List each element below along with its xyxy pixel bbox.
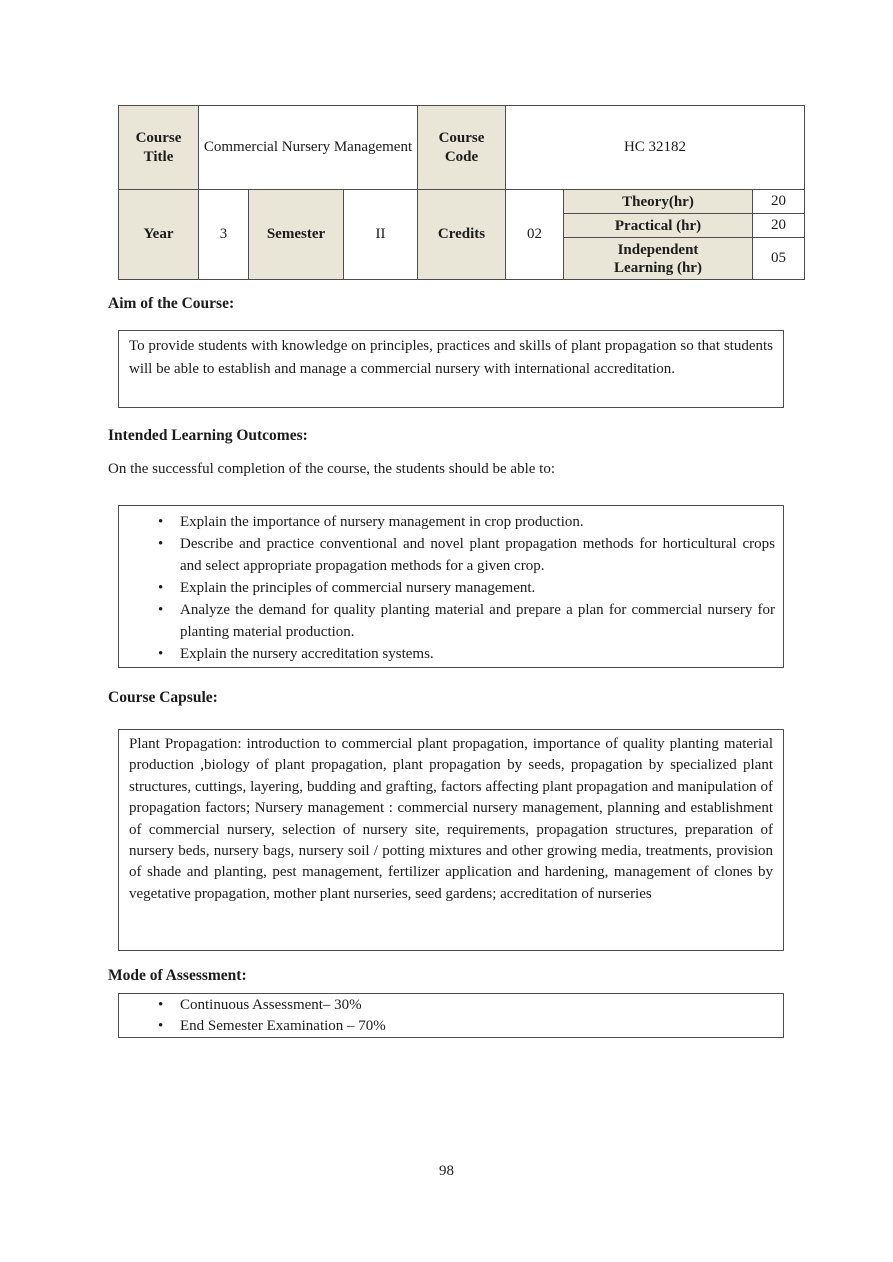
- course-capsule-heading: Course Capsule:: [108, 689, 218, 706]
- practical-hours-label-cell: Practical (hr): [564, 214, 753, 238]
- semester-value-cell: II: [344, 190, 418, 280]
- semester-label-cell: Semester: [249, 190, 344, 280]
- year-label-cell: Year: [119, 190, 199, 280]
- table-row-course-header: [119, 106, 805, 190]
- ilo-list-item: • Explain the importance of nursery management in crop production.: [119, 511, 775, 533]
- ilo-list-box: [118, 505, 784, 668]
- course-info-table: [118, 105, 805, 280]
- assessment-bullet-list: [119, 995, 775, 1037]
- assessment-list-item: • End Semester Examination – 70%: [119, 1016, 775, 1037]
- theory-hours-label-cell: Theory(hr): [564, 190, 753, 214]
- mode-of-assessment-box: [118, 993, 784, 1038]
- ilo-list-item: • Describe and practice conventional and novel plant propagation methods for horticultural crops and select appropriate propagation methods for a given crop.: [119, 533, 775, 577]
- course-capsule-box: [118, 729, 784, 951]
- ilo-section-heading: Intended Learning Outcomes:: [108, 427, 308, 444]
- course-capsule-text: Plant Propagation: introduction to commercial plant propagation, importance of quality planting material production ,biology of plant propagation, plant propagation by seeds, propagation by specialized plant structures, cuttings, layering, budding and grafting, factors affecting plant propagation and manipulation of propagation factors; Nursery management : commercial nursery management, planning and establishment of commercial nursery, selection of nursery site, requirements, propagation structures, preparation of nursery beds, nursery bags, nursery soil / potting mixtures and other growing media, treatments, provision of shade and planting, pest management, fertilizer application and hardening, management of clones by vegetative propagation, mother plant nurseries, seed gardens; accreditation of nurseries: [129, 736, 773, 902]
- aim-text: To provide students with knowledge on principles, practices and skills of plant propagation so that students will be able to establish and manage a commercial nursery with international accreditation.: [129, 338, 773, 377]
- year-value-cell: 3: [199, 190, 249, 280]
- ilo-bullet-list: [119, 511, 775, 665]
- mode-of-assessment-heading: Mode of Assessment:: [108, 967, 247, 984]
- course-code-value-cell: HC 32182: [506, 106, 805, 190]
- aim-text-box: [118, 330, 784, 408]
- assessment-list-item: • Continuous Assessment– 30%: [119, 995, 775, 1016]
- page-number: 98: [439, 1163, 454, 1179]
- course-title-label-cell: Course Title: [119, 106, 199, 190]
- course-title-value-cell: Commercial Nursery Management: [199, 106, 418, 190]
- course-code-label-cell: Course Code: [418, 106, 506, 190]
- ilo-intro-text: On the successful completion of the course, the students should be able to:: [108, 461, 555, 477]
- aim-section-heading: Aim of the Course:: [108, 295, 235, 312]
- ilo-list-item: • Analyze the demand for quality planting material and prepare a plan for commercial nursery for planting material production.: [119, 599, 775, 643]
- theory-hours-value-cell: 20: [753, 190, 805, 214]
- table-row-year-theory: [119, 190, 805, 214]
- independent-learning-label-cell: Independent Learning (hr): [564, 238, 753, 280]
- credits-value-cell: 02: [506, 190, 564, 280]
- independent-learning-value-cell: 05: [753, 238, 805, 280]
- ilo-list-item: • Explain the nursery accreditation systems.: [119, 643, 775, 665]
- credits-label-cell: Credits: [418, 190, 506, 280]
- practical-hours-value-cell: 20: [753, 214, 805, 238]
- ilo-list-item: • Explain the principles of commercial nursery management.: [119, 577, 775, 599]
